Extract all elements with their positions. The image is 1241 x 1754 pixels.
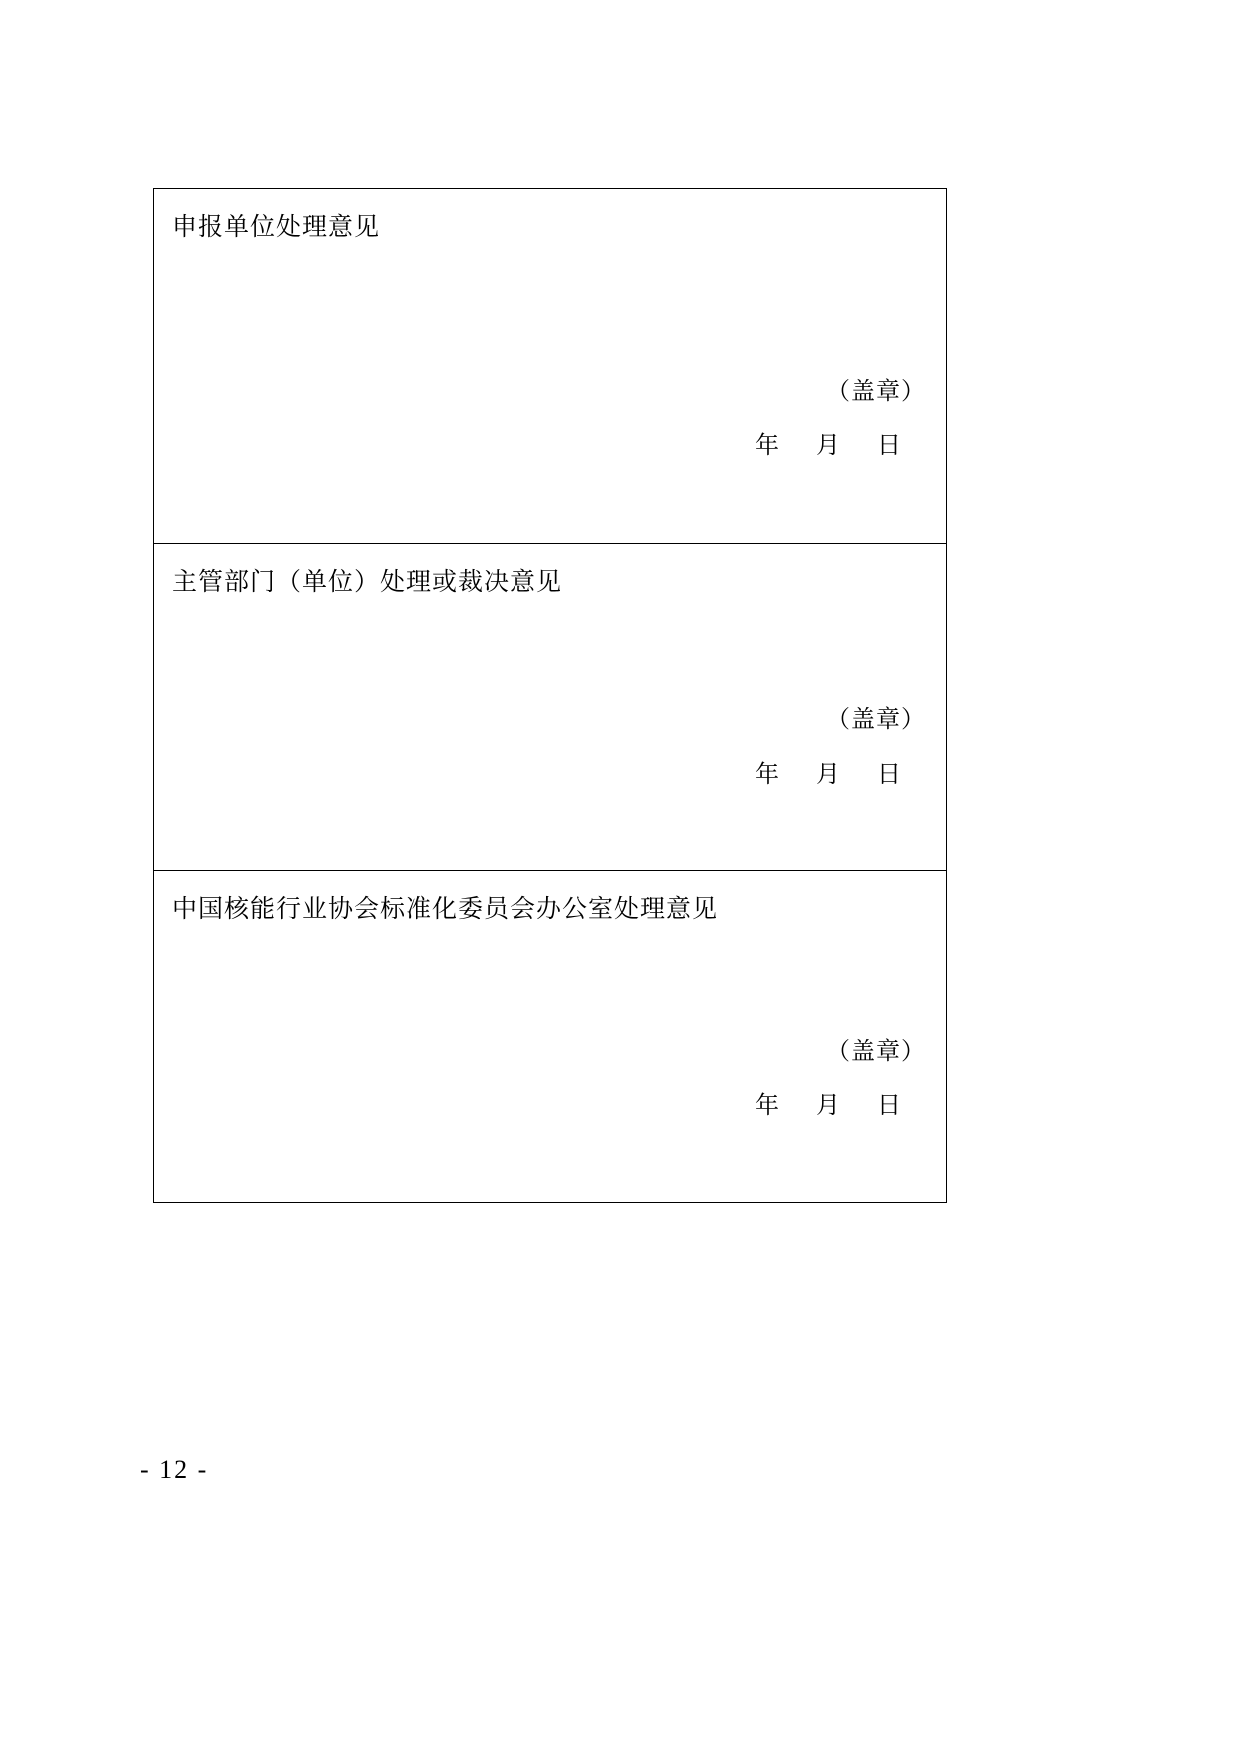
date-year: 年 — [755, 433, 780, 459]
page-number: - 12 - — [140, 1455, 209, 1484]
date-line — [755, 1085, 902, 1120]
date-line — [755, 425, 902, 460]
date-month: 月 — [816, 762, 841, 788]
date-month: 月 — [816, 433, 841, 459]
date-day: 日 — [877, 433, 902, 459]
seal-label: （盖章） — [826, 707, 926, 733]
seal-label: （盖章） — [826, 1039, 926, 1065]
section-title: 主管部门（单位）处理或裁决意见 — [172, 569, 563, 596]
date-month: 月 — [816, 1093, 841, 1119]
date-line — [755, 754, 902, 789]
date-year: 年 — [755, 1093, 780, 1119]
date-year: 年 — [755, 762, 780, 788]
form-row — [154, 871, 946, 1202]
form-row — [154, 544, 946, 871]
section-title: 申报单位处理意见 — [172, 214, 381, 241]
date-day: 日 — [877, 1093, 902, 1119]
seal-label: （盖章） — [826, 379, 926, 405]
form-row — [154, 189, 946, 544]
section-title: 中国核能行业协会标准化委员会办公室处理意见 — [172, 896, 719, 923]
opinions-form-table — [153, 188, 947, 1203]
date-day: 日 — [877, 762, 902, 788]
